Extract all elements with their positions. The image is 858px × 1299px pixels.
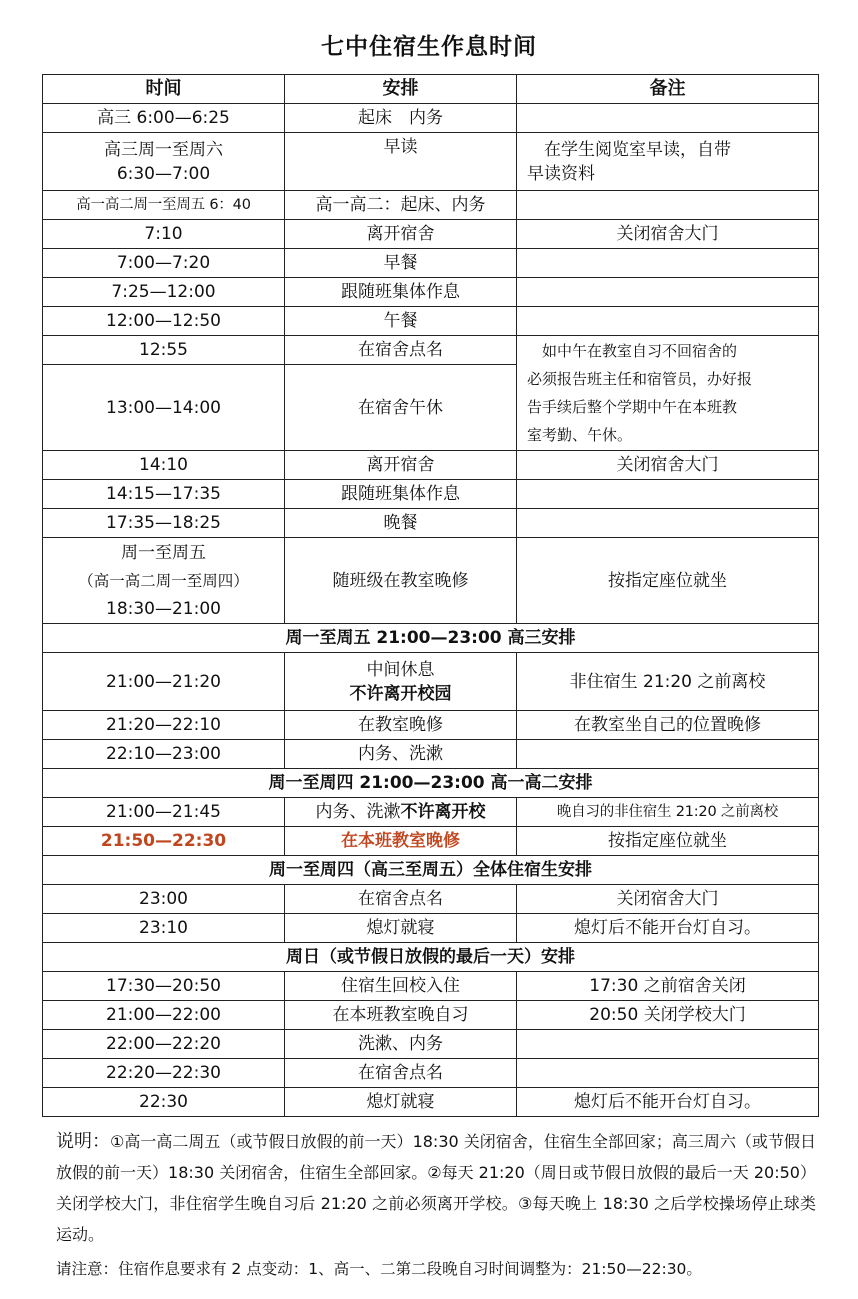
note-cell: 熄灯后不能开台灯自习。 [517,914,819,943]
time-cell: 22:20—22:30 [43,1059,285,1088]
plan-cell: 高一高二：起床、内务 [285,191,517,220]
time-cell: 21:00—21:20 [43,653,285,711]
plan-cell: 晚餐 [285,509,517,538]
plan-cell: 跟随班集体作息 [285,480,517,509]
time-cell: 12:55 [43,336,285,365]
note-line: 在学生阅览室早读，自带 [527,139,731,160]
plan-cell: 熄灯就寝 [285,914,517,943]
plan-text-emphasis: 不许离开校 [400,802,486,822]
plan-line-emphasis: 不许离开校园 [349,683,452,704]
plan-cell: 在本班教室晚自习 [285,1001,517,1030]
plan-cell: 早餐 [285,249,517,278]
table-row [43,653,819,711]
table-row [43,307,819,336]
time-cell: 12:00—12:50 [43,307,285,336]
note-cell [517,480,819,509]
change-notice: 请注意：住宿作息要求有 2 点变动：1、高一、二第二段晚自习时间调整为：21:50—22:30。 [56,1260,702,1278]
note-cell [517,1059,819,1088]
table-row [43,1059,819,1088]
explanation-notes [56,1126,816,1250]
table-row [43,885,819,914]
time-cell: 22:10—23:00 [43,740,285,769]
time-cell: 17:30—20:50 [43,972,285,1001]
note-cell-merged [517,336,819,451]
column-header-plan: 安排 [285,75,517,104]
table-row [43,1088,819,1117]
time-cell-highlight: 21:50—22:30 [43,827,285,856]
note-line: 如中午在教室自习不回宿舍的 [527,342,738,360]
time-cell: 21:20—22:10 [43,711,285,740]
note-cell: 按指定座位就坐 [517,827,819,856]
time-cell: 高三 6:00—6:25 [43,104,285,133]
plan-cell: 早读 [285,133,517,191]
section-row [43,943,819,972]
plan-cell: 离开宿舍 [285,451,517,480]
note-cell [517,133,819,191]
section-title-senior3: 周一至周五 21:00—23:00 高三安排 [43,624,819,653]
note-line: 必须报告班主任和宿管员，办好报 [527,370,753,388]
time-cell: 23:10 [43,914,285,943]
table-row [43,480,819,509]
time-cell: 17:35—18:25 [43,509,285,538]
note-cell: 非住宿生 21:20 之前离校 [517,653,819,711]
time-cell: 7:10 [43,220,285,249]
table-row [43,104,819,133]
plan-cell: 在宿舍点名 [285,1059,517,1088]
time-cell: 7:25—12:00 [43,278,285,307]
section-row [43,856,819,885]
column-header-time: 时间 [43,75,285,104]
note-line: 告手续后整个学期中午在本班教 [527,398,738,416]
note-cell [517,191,819,220]
plan-cell: 住宿生回校入住 [285,972,517,1001]
note-line: 室考勤、午休。 [527,426,633,444]
plan-cell: 在宿舍点名 [285,885,517,914]
plan-cell [285,653,517,711]
plan-cell: 午餐 [285,307,517,336]
time-cell: 21:00—21:45 [43,798,285,827]
notes-lead: 说明： [56,1131,111,1152]
table-row [43,538,819,624]
section-row [43,769,819,798]
plan-cell: 随班级在教室晚修 [285,538,517,624]
section-row [43,624,819,653]
table-row [43,827,819,856]
note-cell: 熄灯后不能开台灯自习。 [517,1088,819,1117]
time-cell: 23:00 [43,885,285,914]
note-cell: 关闭宿舍大门 [517,885,819,914]
section-title-all: 周一至周四（高三至周五）全体住宿生安排 [43,856,819,885]
table-header-row [43,75,819,104]
plan-cell-highlight: 在本班教室晚修 [285,827,517,856]
page-title: 七中住宿生作息时间 [321,34,537,60]
time-cell: 14:10 [43,451,285,480]
note-cell [517,509,819,538]
plan-cell: 在宿舍点名 [285,336,517,365]
table-row [43,798,819,827]
table-row [43,740,819,769]
table-row [43,133,819,191]
note-cell: 在教室坐自己的位置晚修 [517,711,819,740]
time-cell: 7:00—7:20 [43,249,285,278]
table-row [43,509,819,538]
time-cell: 22:00—22:20 [43,1030,285,1059]
time-cell: 22:30 [43,1088,285,1117]
plan-cell: 内务、洗漱 [285,740,517,769]
time-line: 高三周一至周六 [104,139,223,160]
note-cell: 20:50 关闭学校大门 [517,1001,819,1030]
time-cell [43,538,285,624]
time-cell: 13:00—14:00 [43,365,285,451]
time-line: （高一高二周一至周四） [78,571,249,590]
plan-cell: 起床 内务 [285,104,517,133]
note-cell: 关闭宿舍大门 [517,451,819,480]
plan-line: 中间休息 [366,659,435,680]
schedule-table [42,74,819,1117]
note-cell [517,1030,819,1059]
time-line: 18:30—21:00 [106,598,221,619]
plan-text: 内务、洗漱 [315,802,401,822]
column-header-note: 备注 [517,75,819,104]
time-line: 周一至周五 [121,542,206,563]
table-row [43,278,819,307]
table-row [43,249,819,278]
plan-cell: 熄灯就寝 [285,1088,517,1117]
plan-cell: 在教室晚修 [285,711,517,740]
note-cell [517,278,819,307]
table-row [43,451,819,480]
time-cell [43,133,285,191]
time-line: 6:30—7:00 [116,163,211,184]
note-cell: 17:30 之前宿舍关闭 [517,972,819,1001]
table-row [43,972,819,1001]
plan-cell: 洗漱、内务 [285,1030,517,1059]
note-cell: 关闭宿舍大门 [517,220,819,249]
section-title-sunday: 周日（或节假日放假的最后一天）安排 [43,943,819,972]
table-row [43,1030,819,1059]
table-row [43,220,819,249]
plan-cell: 在宿舍午休 [285,365,517,451]
table-row [43,336,819,365]
time-cell: 14:15—17:35 [43,480,285,509]
note-line: 早读资料 [527,163,595,184]
note-cell [517,249,819,278]
table-row [43,191,819,220]
plan-cell: 离开宿舍 [285,220,517,249]
note-cell: 晚自习的非住宿生 21:20 之前离校 [517,798,819,827]
note-cell [517,307,819,336]
note-cell: 按指定座位就坐 [517,538,819,624]
section-title-junior: 周一至周四 21:00—23:00 高一高二安排 [43,769,819,798]
note-cell [517,104,819,133]
table-row [43,914,819,943]
time-cell: 高一高二周一至周五 6：40 [43,191,285,220]
notes-body: ①高一高二周五（或节假日放假的前一天）18:30 关闭宿舍，住宿生全部回家；高三周六（或节假日放假的前一天）18:30 关闭宿舍，住宿生全部回家。②每天 21:20（周日或节假日放假的最后一天 20:50）关闭学校大门，非住宿学生晚自习后 21:20 之前必须离开学校。③每天晚上 18:30 之后学校操场停止球类运动。 [56,1132,816,1244]
time-cell: 21:00—22:00 [43,1001,285,1030]
table-row [43,711,819,740]
plan-cell: 跟随班集体作息 [285,278,517,307]
note-cell [517,740,819,769]
plan-cell [285,798,517,827]
table-row [43,1001,819,1030]
